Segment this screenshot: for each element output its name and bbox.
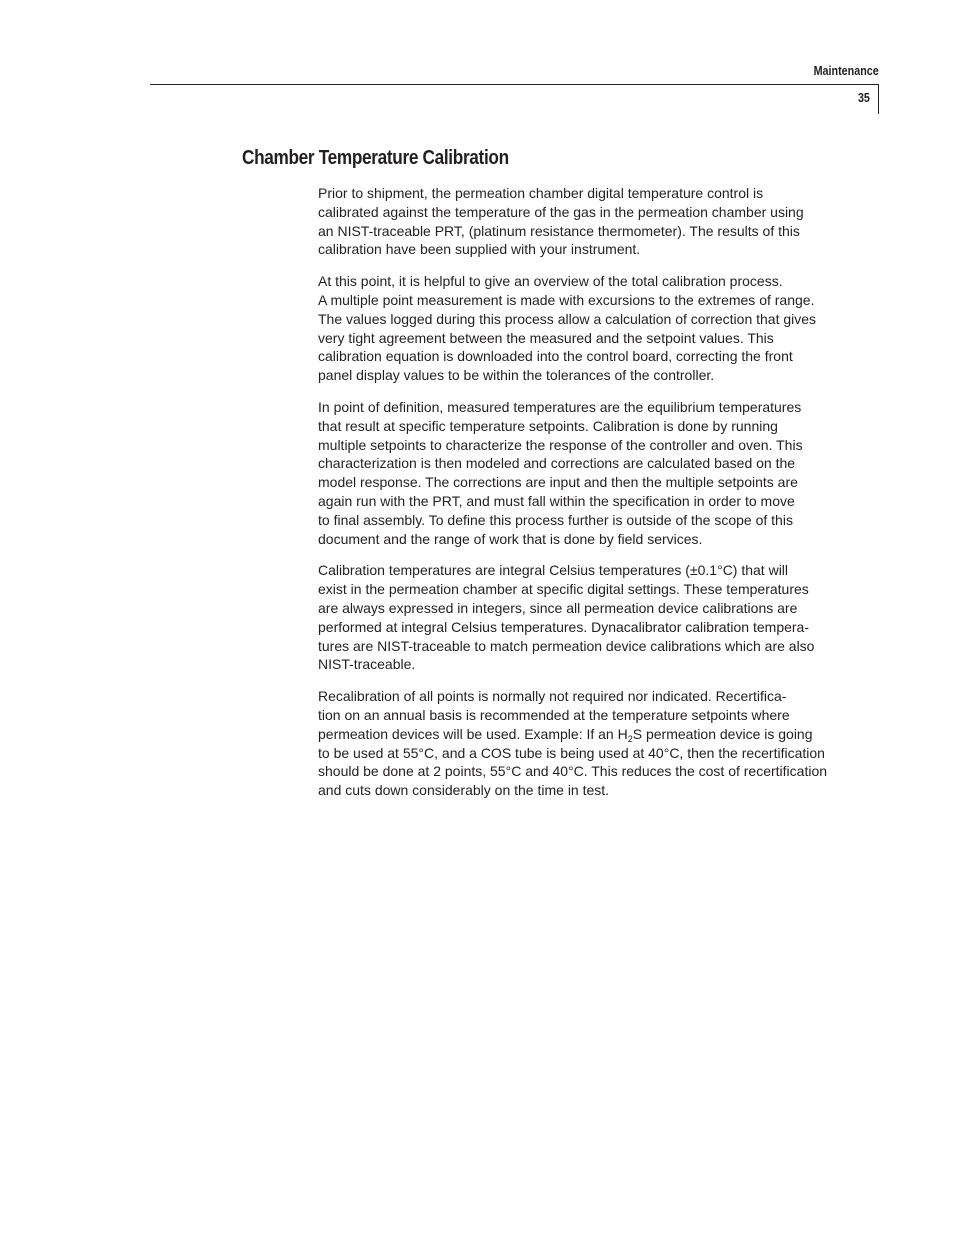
- text-line: should be done at 2 points, 55°C and 40°C. This reduces the cost of recertification: [318, 763, 828, 780]
- text-line: calibration equation is downloaded into the control board, correcting the front: [318, 348, 793, 365]
- paragraph-4: [318, 561, 848, 674]
- text-line: very tight agreement between the measured and the setpoint values. This: [318, 329, 774, 346]
- header-rule: [150, 84, 879, 85]
- page-number: 35: [858, 91, 870, 105]
- text-line: The values logged during this process allow a calculation of correction that gives: [318, 310, 817, 327]
- text-line: At this point, it is helpful to give an overview of the total calibration process.: [318, 273, 783, 290]
- text-line: NIST-traceable.: [318, 656, 416, 673]
- text-line: characterization is then modeled and corrections are calculated based on the: [318, 455, 796, 472]
- h2s-line-before: permeation devices will be used. Example: If an H: [318, 725, 628, 742]
- text-line-h2s: [318, 725, 848, 744]
- h2s-line-after: S permeation device is going: [632, 725, 813, 742]
- text-line: to be used at 55°C, and a COS tube is being used at 40°C, then the recertification: [318, 744, 825, 761]
- text-line: calibrated against the temperature of the gas in the permeation chamber using: [318, 203, 804, 220]
- text-line: tures are NIST-traceable to match permeation device calibrations which are also: [318, 637, 815, 654]
- text-line: Recalibration of all points is normally not required nor indicated. Recertifica-: [318, 688, 787, 705]
- text-line: to final assembly. To define this process further is outside of the scope of this: [318, 511, 793, 528]
- paragraph-3: [318, 398, 848, 548]
- text-line: and cuts down considerably on the time in test.: [318, 782, 610, 799]
- paragraph-1: [318, 184, 848, 259]
- text-line: model response. The corrections are input and then the multiple setpoints are: [318, 474, 798, 491]
- text-line: exist in the permeation chamber at specific digital settings. These temperatures: [318, 581, 809, 598]
- text-line: are always expressed in integers, since all permeation device calibrations are: [318, 599, 798, 616]
- text-line: panel display values to be within the tolerances of the controller.: [318, 367, 715, 384]
- text-line: multiple setpoints to characterize the response of the controller and oven. This: [318, 436, 803, 453]
- text-line: that result at specific temperature setpoints. Calibration is done by running: [318, 417, 778, 434]
- section-title: Chamber Temperature Calibration: [242, 146, 509, 169]
- h2s-subscript: 2: [627, 733, 633, 744]
- text-line: calibration have been supplied with your instrument.: [318, 241, 641, 258]
- text-line: Calibration temperatures are integral Celsius temperatures (±0.1°C) that will: [318, 562, 789, 579]
- paragraph-5: [318, 687, 848, 800]
- text-line: Prior to shipment, the permeation chamber digital temperature control is: [318, 185, 764, 201]
- running-head-section: Maintenance: [813, 64, 879, 78]
- page-number-rule: [878, 84, 879, 114]
- text-line: again run with the PRT, and must fall within the specification in order to move: [318, 492, 795, 509]
- text-line: performed at integral Celsius temperatures. Dynacalibrator calibration tempera-: [318, 618, 809, 635]
- text-line: A multiple point measurement is made with excursions to the extremes of range.: [318, 291, 815, 308]
- text-line: an NIST-traceable PRT, (platinum resistance thermometer). The results of this: [318, 222, 800, 239]
- text-line: tion on an annual basis is recommended at the temperature setpoints where: [318, 706, 790, 723]
- text-line: document and the range of work that is done by field services.: [318, 530, 703, 547]
- paragraph-2: [318, 272, 848, 385]
- body-text: [318, 184, 848, 813]
- text-line: In point of definition, measured temperatures are the equilibrium temperatures: [318, 398, 802, 415]
